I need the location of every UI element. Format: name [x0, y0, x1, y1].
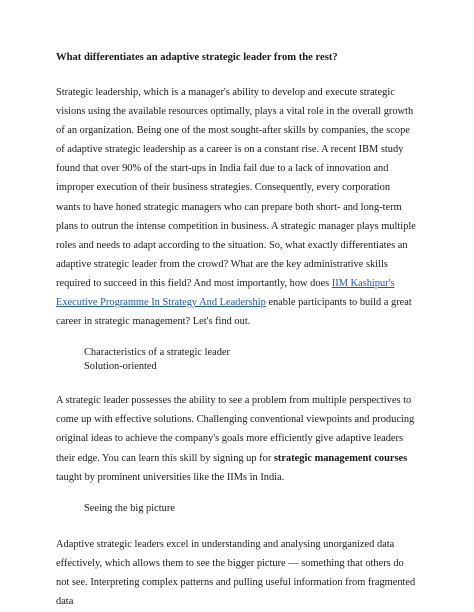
programme-link[interactable]: IIM Kashipur's Executive Programme In Strategy And Leadership — [56, 277, 395, 309]
characteristics-block — [84, 346, 416, 374]
subheading-big-picture: Seeing the big picture — [84, 502, 175, 514]
intro-paragraph — [56, 83, 416, 331]
spacer — [56, 518, 416, 535]
bold-keyword: strategic management courses — [273, 452, 408, 464]
solution-paragraph — [56, 391, 416, 486]
spacer — [56, 331, 416, 346]
characteristics-heading: Characteristics of a strategic leader — [84, 347, 230, 359]
characteristic-item-solution-oriented: Solution-oriented — [84, 361, 157, 373]
spacer — [56, 374, 416, 391]
solution-text-end: taught by prominent universities like the IIMs in India. — [56, 471, 285, 483]
spacer — [56, 487, 416, 499]
intro-text: Strategic leadership, which is a manager's ability to develop and execute strategic visions using the available resources optimally, plays a vital role in the overall growth of an organization. Being one of the most sought-after skills by companies, the scope of adaptive strategic leadership as a career is on a constant rise. A recent IBM study found that over 90% of the start-ups in India fail due to a lack of innovation and improper execution of their business strategies. Consequently, every corporation wants to have honed strategic managers who can prepare both short- and long-term plans to outrun the intense competition in business. A strategic manager plays multiple roles and needs to adapt according to the situation. So, what exactly differentiates an adaptive strategic leader from the crowd? What are the key administrative skills required to succeed in this field? And most importantly, how does — [56, 87, 416, 289]
big-picture-paragraph: Adaptive strategic leaders excel in understanding and analysing unorganized data effectively, which allows them to see the bigger picture — something that others do not see. Interpreting complex patterns and pulling useful information from fragmented data — [56, 538, 416, 608]
intro-text-end: enable participants to build a great career in strategic management? Let's find out. — [56, 297, 412, 328]
article-heading: What differentiates an adaptive strategic leader from the rest? — [56, 52, 338, 63]
solution-text: A strategic leader possesses the ability to see a problem from multiple perspectives to come up with effective solutions. Challenging conventional viewpoints and producing original ideas to achieve the company's goals more efficiently give adaptive leaders their edge. You can learn this skill by signing up for — [56, 395, 415, 464]
document-content — [56, 48, 416, 611]
